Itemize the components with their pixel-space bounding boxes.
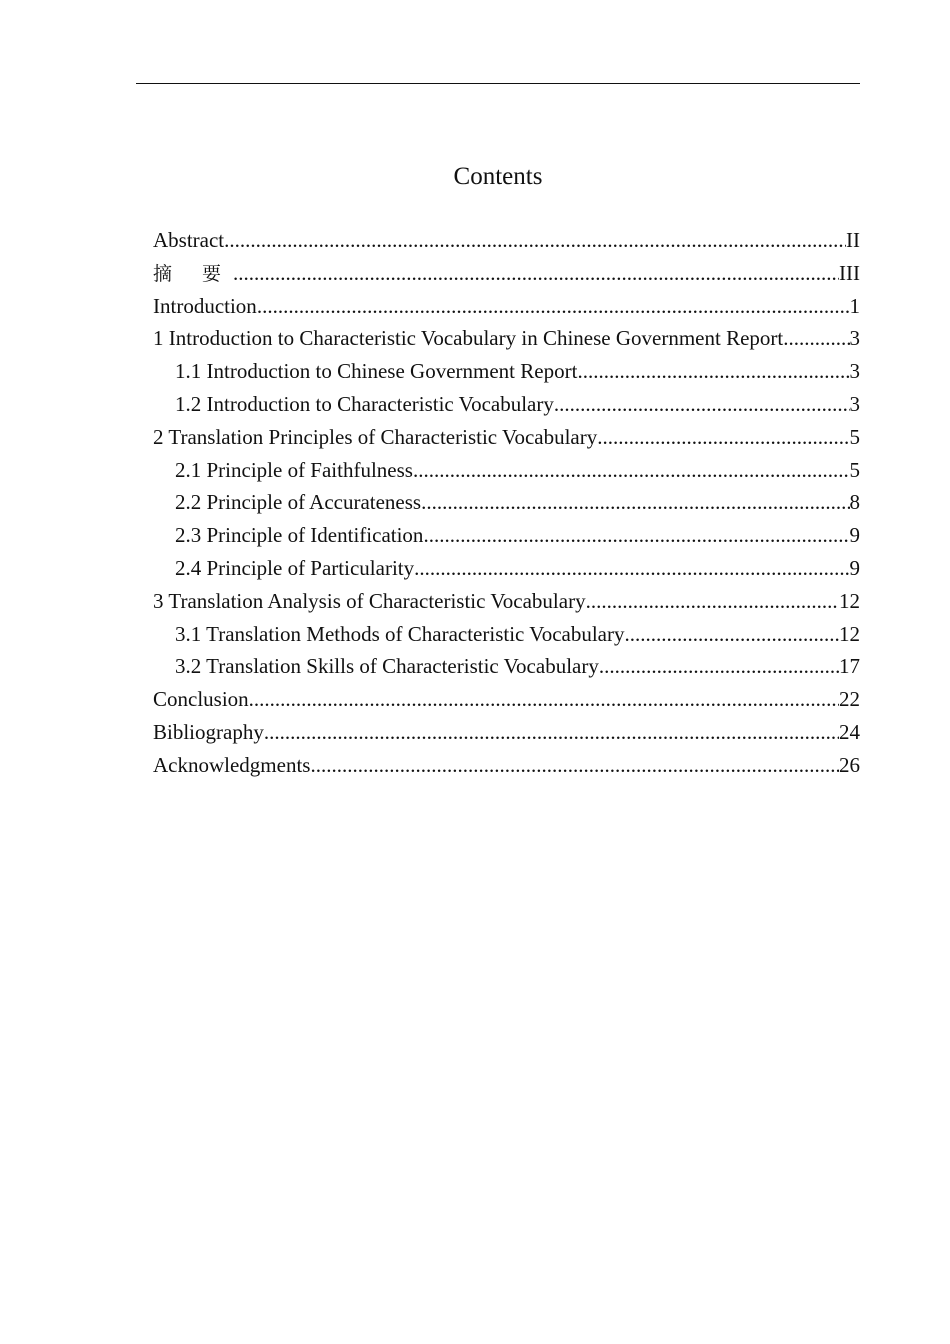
toc-page-number: III xyxy=(839,260,860,285)
toc-page-number: II xyxy=(846,228,860,252)
toc-entry-chapter-1[interactable] xyxy=(153,322,860,355)
toc-entry-label: 2.4 Principle of Particularity xyxy=(175,555,415,580)
toc-entry-label: 摘 要 xyxy=(153,262,234,285)
toc-page-number: 8 xyxy=(849,490,860,515)
toc-page-number: 22 xyxy=(839,687,860,712)
toc-dot-leader xyxy=(599,650,839,683)
toc-page-number: 5 xyxy=(849,457,860,482)
header-rule xyxy=(136,83,860,84)
table-of-contents xyxy=(153,224,860,782)
toc-page-number: 9 xyxy=(849,523,860,548)
toc-entry-label: 1 Introduction to Characteristic Vocabulary in Chinese Government Report xyxy=(153,326,784,351)
toc-dot-leader xyxy=(554,388,850,421)
toc-entry-chapter-3[interactable] xyxy=(153,585,860,618)
toc-entry-label: Acknowledgments xyxy=(153,752,311,777)
toc-page-number: 12 xyxy=(839,621,860,646)
toc-dot-leader xyxy=(625,618,840,651)
toc-entry-bibliography[interactable] xyxy=(153,716,860,749)
toc-page-number: 9 xyxy=(849,555,860,580)
toc-page-number: 26 xyxy=(839,752,860,777)
toc-dot-leader xyxy=(421,486,849,519)
toc-entry-label: 1.1 Introduction to Chinese Government Report xyxy=(175,359,578,384)
toc-entry-section-2-4[interactable] xyxy=(153,552,860,585)
toc-title: Contents xyxy=(453,163,543,190)
toc-page-number: 24 xyxy=(839,719,860,744)
toc-page-number: 3 xyxy=(849,326,860,351)
toc-entry-label: Abstract xyxy=(153,228,225,252)
toc-dot-leader xyxy=(423,519,849,552)
toc-entry-label: 2.1 Principle of Faithfulness xyxy=(175,457,413,482)
toc-page-number: 3 xyxy=(849,391,860,416)
toc-dot-leader xyxy=(257,290,850,323)
toc-entry-chapter-2[interactable] xyxy=(153,421,860,454)
toc-entry-section-3-2[interactable] xyxy=(153,650,860,683)
toc-entry-abstract[interactable] xyxy=(153,224,860,257)
toc-dot-leader xyxy=(233,257,839,290)
toc-entry-label: Introduction xyxy=(153,293,257,318)
toc-dot-leader xyxy=(224,224,846,257)
toc-entry-label: 2.2 Principle of Accurateness xyxy=(175,490,422,515)
toc-entry-label: 1.2 Introduction to Characteristic Vocabulary xyxy=(175,391,554,416)
toc-page-number: 5 xyxy=(849,424,860,449)
toc-page-number: 12 xyxy=(839,588,860,613)
toc-entry-label: 3.1 Translation Methods of Characteristic Vocabulary xyxy=(175,621,625,646)
toc-entry-label: Conclusion xyxy=(153,687,249,712)
toc-page-number: 3 xyxy=(849,359,860,384)
toc-dot-leader xyxy=(249,683,839,716)
toc-entry-label: 2.3 Principle of Identification xyxy=(175,523,424,548)
toc-entry-introduction[interactable] xyxy=(153,290,860,323)
toc-dot-leader xyxy=(586,585,839,618)
toc-entry-section-3-1[interactable] xyxy=(153,618,860,651)
toc-entry-section-2-1[interactable] xyxy=(153,454,860,487)
toc-entry-label: 3.2 Translation Skills of Characteristic Vocabulary xyxy=(175,654,599,679)
toc-page-number: 1 xyxy=(849,293,860,318)
toc-page-number: 17 xyxy=(839,654,860,679)
toc-entry-section-1-1[interactable] xyxy=(153,355,860,388)
toc-entry-section-2-2[interactable] xyxy=(153,486,860,519)
toc-entry-acknowledgments[interactable] xyxy=(153,749,860,782)
toc-dot-leader xyxy=(413,454,850,487)
toc-dot-leader xyxy=(783,322,849,355)
toc-entry-label: 3 Translation Analysis of Characteristic Vocabulary xyxy=(153,588,586,613)
toc-entry-label: 2 Translation Principles of Characteristic Vocabulary xyxy=(153,424,598,449)
toc-entry-conclusion[interactable] xyxy=(153,683,860,716)
toc-dot-leader xyxy=(310,749,839,782)
toc-entry-section-2-3[interactable] xyxy=(153,519,860,552)
toc-dot-leader xyxy=(597,421,849,454)
toc-dot-leader xyxy=(414,552,849,585)
toc-entry-section-1-2[interactable] xyxy=(153,388,860,421)
toc-dot-leader xyxy=(264,716,839,749)
toc-entry-chinese-abstract[interactable] xyxy=(153,257,860,290)
toc-dot-leader xyxy=(577,355,849,388)
toc-entry-label: Bibliography xyxy=(153,719,264,744)
